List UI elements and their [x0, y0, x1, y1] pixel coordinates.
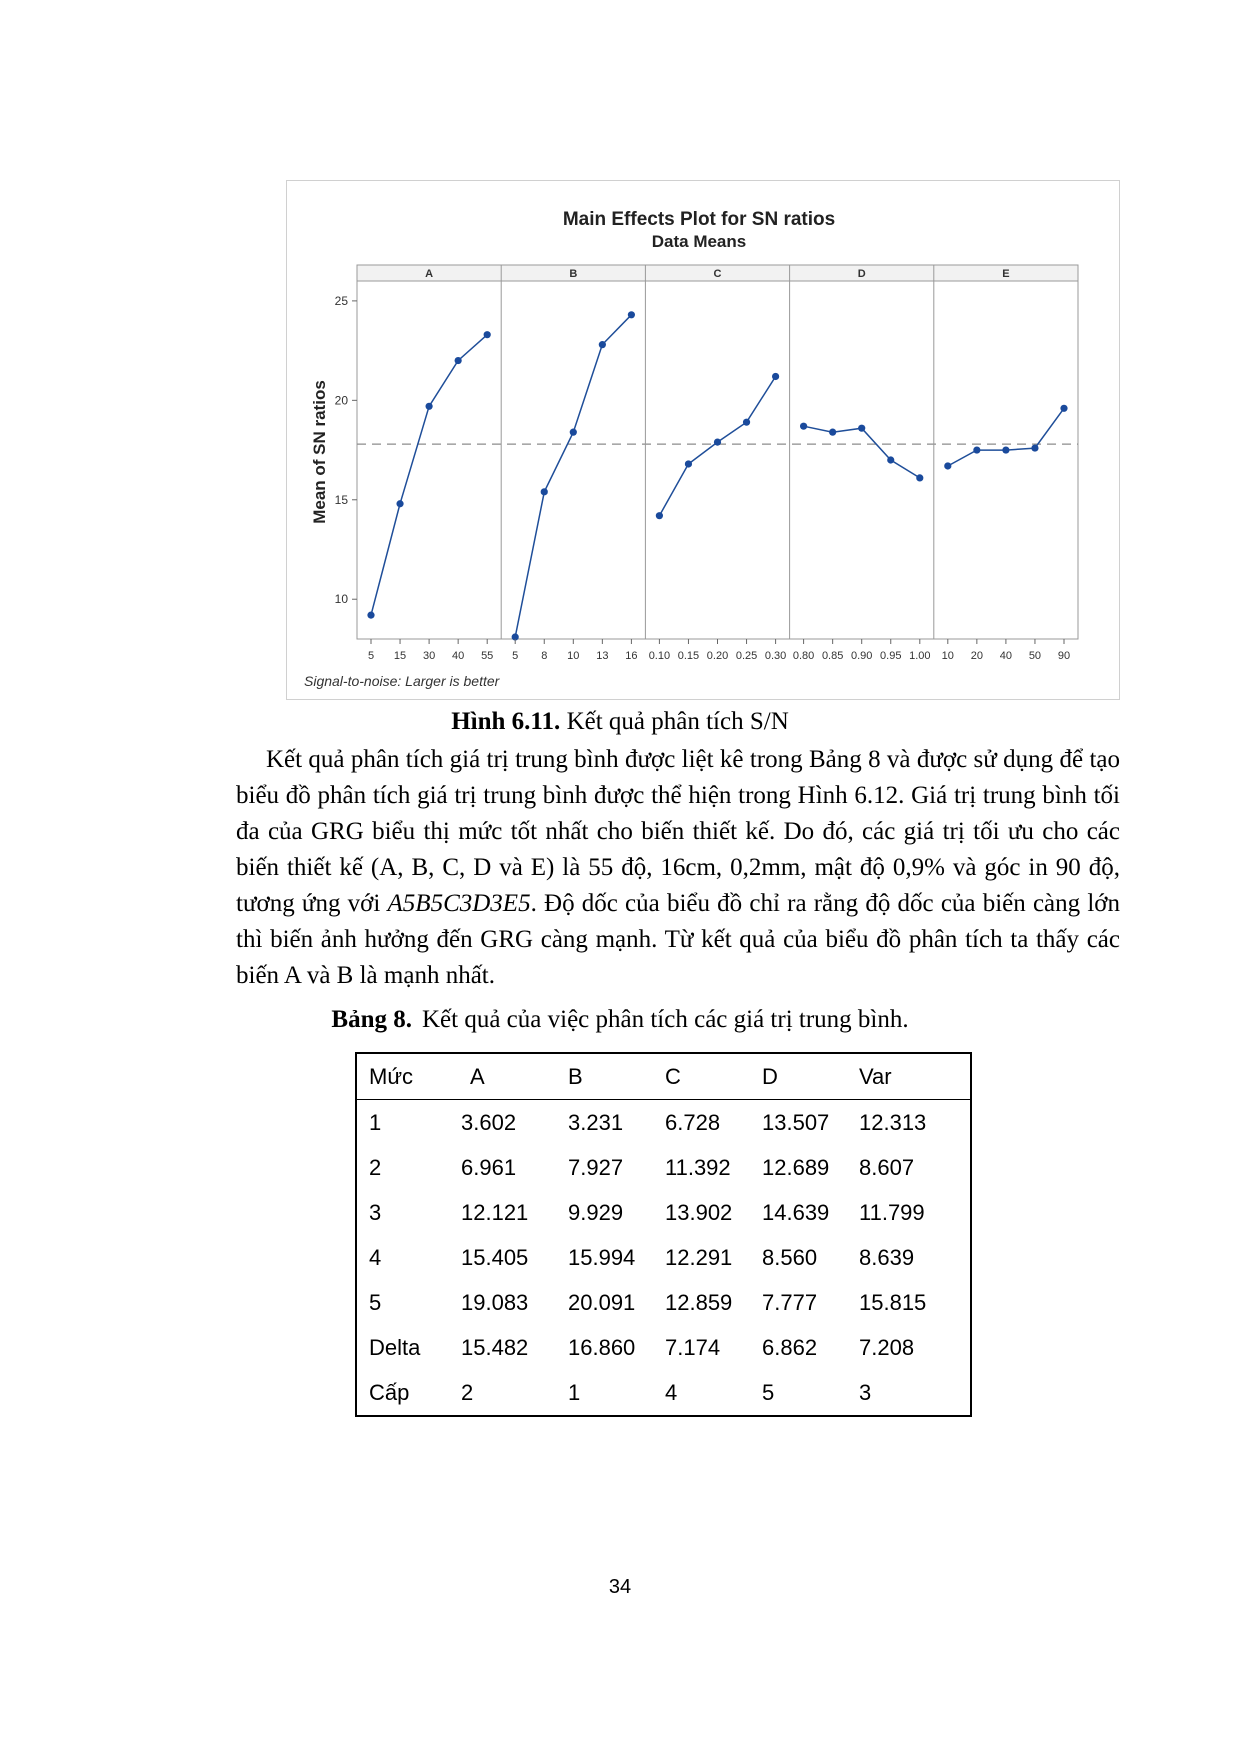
- data-point: [743, 419, 750, 426]
- x-tick-label: 20: [970, 650, 983, 662]
- table-cell: 12.291: [665, 1244, 733, 1270]
- header-d: D: [750, 1053, 847, 1100]
- table-row: [356, 1370, 971, 1416]
- table-cell: 2: [369, 1154, 382, 1180]
- figure-caption-label: Hình 6.11.: [451, 708, 561, 735]
- body-paragraph: [236, 742, 1120, 994]
- x-tick-label: 0.85: [821, 650, 844, 662]
- table-cell: 12.313: [859, 1109, 927, 1135]
- data-point: [800, 423, 807, 430]
- table-cell: Cấp: [369, 1379, 410, 1405]
- paragraph-text-1: Kết quả phân tích giá trị trung bình được liệt kê trong Bảng 8 và được sử dụng để tạo biểu đồ phân tích giá trị trung bình được thể hiện trong Hình 6.12. Giá trị trung bình tối đa của GRG biểu thị mức tốt nhất cho biến thiết kế. Do đó, các giá trị tối ưu cho các biến thiết kế (A, B, C, D và E) là 55 độ, 16cm, 0,2mm, mật độ 0,9% và góc in 90 độ, tương ứng với: [236, 746, 1120, 917]
- table-cell: 1: [369, 1109, 382, 1135]
- x-tick-label: 0.15: [677, 650, 700, 662]
- x-tick-label: 0.25: [735, 650, 758, 662]
- table-cell: 11.392: [665, 1154, 731, 1180]
- table-cell: 15.815: [859, 1289, 927, 1315]
- y-axis-label: Mean of SN ratios: [310, 380, 329, 524]
- header-c: C: [653, 1053, 750, 1100]
- x-tick-label: 0.95: [880, 650, 902, 662]
- table-cell: 16.860: [568, 1334, 636, 1360]
- main-effects-figure: [286, 180, 1120, 700]
- table-cell: 4: [369, 1244, 382, 1270]
- table-cell: 7.777: [762, 1289, 818, 1315]
- table-cell: 6.862: [762, 1334, 818, 1360]
- table-caption: [0, 1006, 1240, 1034]
- header-var: Var: [847, 1053, 971, 1100]
- panel-label-b: B: [569, 268, 578, 280]
- table-cell: 6.961: [461, 1154, 517, 1180]
- x-tick-label: 90: [1057, 650, 1071, 662]
- x-tick-label: 30: [422, 650, 436, 662]
- data-point: [455, 357, 462, 364]
- data-point: [944, 462, 951, 469]
- data-point: [714, 439, 721, 446]
- y-tick-label: 15: [334, 492, 348, 507]
- table-cell: 2: [461, 1379, 474, 1405]
- table-cell: 12.859: [665, 1289, 733, 1315]
- table-cell: 3.231: [568, 1109, 624, 1135]
- data-point: [396, 500, 403, 507]
- table-cell: 3.602: [461, 1109, 517, 1135]
- chart-footnote: Signal-to-noise: Larger is better: [304, 673, 500, 689]
- table-row: [356, 1235, 971, 1280]
- plot-area: [357, 281, 1078, 639]
- table-cell: 3: [369, 1199, 382, 1225]
- table-cell: 13.507: [762, 1109, 830, 1135]
- data-point: [1002, 446, 1009, 453]
- y-tick-label: 10: [334, 592, 348, 607]
- data-point: [426, 403, 433, 410]
- chart-title: Main Effects Plot for SN ratios: [562, 209, 836, 230]
- table-cell: 7.174: [665, 1334, 721, 1360]
- data-point: [541, 488, 548, 495]
- table-cell: 9.929: [568, 1199, 624, 1225]
- header-b: B: [556, 1053, 653, 1100]
- main-effects-chart: [287, 181, 1119, 699]
- table-cell: 8.639: [859, 1244, 915, 1270]
- header-level: Mức: [356, 1053, 449, 1100]
- data-point: [1060, 405, 1067, 412]
- x-tick-label: 5: [367, 650, 375, 662]
- means-analysis-table: [355, 1052, 972, 1417]
- data-point: [887, 456, 894, 463]
- table-cell: 1: [568, 1379, 581, 1405]
- x-tick-label: 1.00: [909, 650, 931, 662]
- figure-caption: [0, 708, 1240, 736]
- x-tick-label: 16: [625, 650, 638, 662]
- data-point: [570, 429, 577, 436]
- table-cell: 14.639: [762, 1199, 830, 1225]
- y-tick-label: 25: [334, 293, 348, 308]
- x-tick-label: 0.80: [792, 650, 815, 662]
- chart-subtitle: Data Means: [651, 232, 747, 251]
- table-caption-text: Kết quả của việc phân tích các giá trị trung bình.: [421, 1006, 909, 1033]
- x-tick-label: 0.30: [764, 650, 787, 662]
- figure-caption-text: Kết quả phân tích S/N: [566, 708, 789, 735]
- paragraph-text-2: . Độ dốc của biểu đồ chỉ ra rằng độ dốc của biến càng lớn thì biến ảnh hưởng đến GRG càng mạnh. Từ kết quả của biểu đồ phân tích ta thấy các biến A và B là mạnh nhất.: [236, 890, 1121, 989]
- data-point: [829, 429, 836, 436]
- data-point: [628, 311, 635, 318]
- data-point: [973, 446, 980, 453]
- data-point: [772, 373, 779, 380]
- x-tick-label: 40: [452, 650, 465, 662]
- table-caption-label: Bảng 8.: [331, 1006, 412, 1033]
- table-cell: 5: [369, 1289, 382, 1315]
- x-tick-label: 15: [393, 650, 407, 662]
- table-row: [356, 1280, 971, 1325]
- data-point: [599, 341, 606, 348]
- table-cell: 19.083: [461, 1289, 529, 1315]
- table-cell: 20.091: [568, 1289, 636, 1315]
- x-tick-label: 5: [512, 650, 519, 662]
- x-tick-label: 13: [596, 650, 609, 662]
- table-cell: 13.902: [665, 1199, 733, 1225]
- x-tick-label: 10: [567, 650, 580, 662]
- panel-label-c: C: [713, 268, 722, 280]
- table-cell: 5: [762, 1379, 775, 1405]
- x-tick-label: 0.20: [706, 650, 729, 662]
- data-point: [685, 460, 692, 467]
- header-a: A: [449, 1053, 556, 1100]
- x-tick-label: 10: [941, 650, 954, 662]
- table-header-row: [356, 1053, 971, 1100]
- table-row: [356, 1100, 971, 1146]
- table-cell: 15.405: [461, 1244, 529, 1270]
- table-cell: 12.689: [762, 1154, 830, 1180]
- table-cell: 6.728: [665, 1109, 721, 1135]
- table-cell: 7.208: [859, 1334, 915, 1360]
- x-tick-label: 50: [1028, 650, 1042, 662]
- data-point: [1031, 444, 1038, 451]
- data-point: [484, 331, 491, 338]
- plot-layer: [335, 265, 1078, 662]
- table-cell: 3: [859, 1379, 872, 1405]
- table-cell: Delta: [369, 1334, 421, 1360]
- table-cell: 15.482: [461, 1334, 529, 1360]
- table-cell: 8.560: [762, 1244, 818, 1270]
- page-number: 34: [608, 1576, 632, 1598]
- table-row: [356, 1190, 971, 1235]
- panel-label-a: A: [425, 268, 434, 280]
- data-point: [656, 512, 663, 519]
- data-point: [367, 612, 374, 619]
- table-cell: 4: [665, 1379, 678, 1405]
- table-row: [356, 1145, 971, 1190]
- optimal-combination: A5B5C3D3E5: [387, 890, 531, 917]
- y-tick-label: 20: [334, 393, 348, 408]
- x-tick-label: 0.90: [850, 650, 873, 662]
- table-cell: 11.799: [859, 1199, 925, 1225]
- data-point: [916, 474, 923, 481]
- table-cell: 8.607: [859, 1154, 915, 1180]
- panel-label-d: D: [857, 268, 866, 280]
- table-cell: 12.121: [461, 1199, 529, 1225]
- table-row: [356, 1325, 971, 1370]
- table-cell: 7.927: [568, 1154, 624, 1180]
- table-cell: 15.994: [568, 1244, 636, 1270]
- panel-label-e: E: [1002, 268, 1010, 280]
- x-tick-label: 0.10: [648, 650, 671, 662]
- x-tick-label: 8: [541, 650, 548, 662]
- x-tick-label: 55: [481, 650, 494, 662]
- x-tick-label: 40: [999, 650, 1013, 662]
- data-point: [858, 425, 865, 432]
